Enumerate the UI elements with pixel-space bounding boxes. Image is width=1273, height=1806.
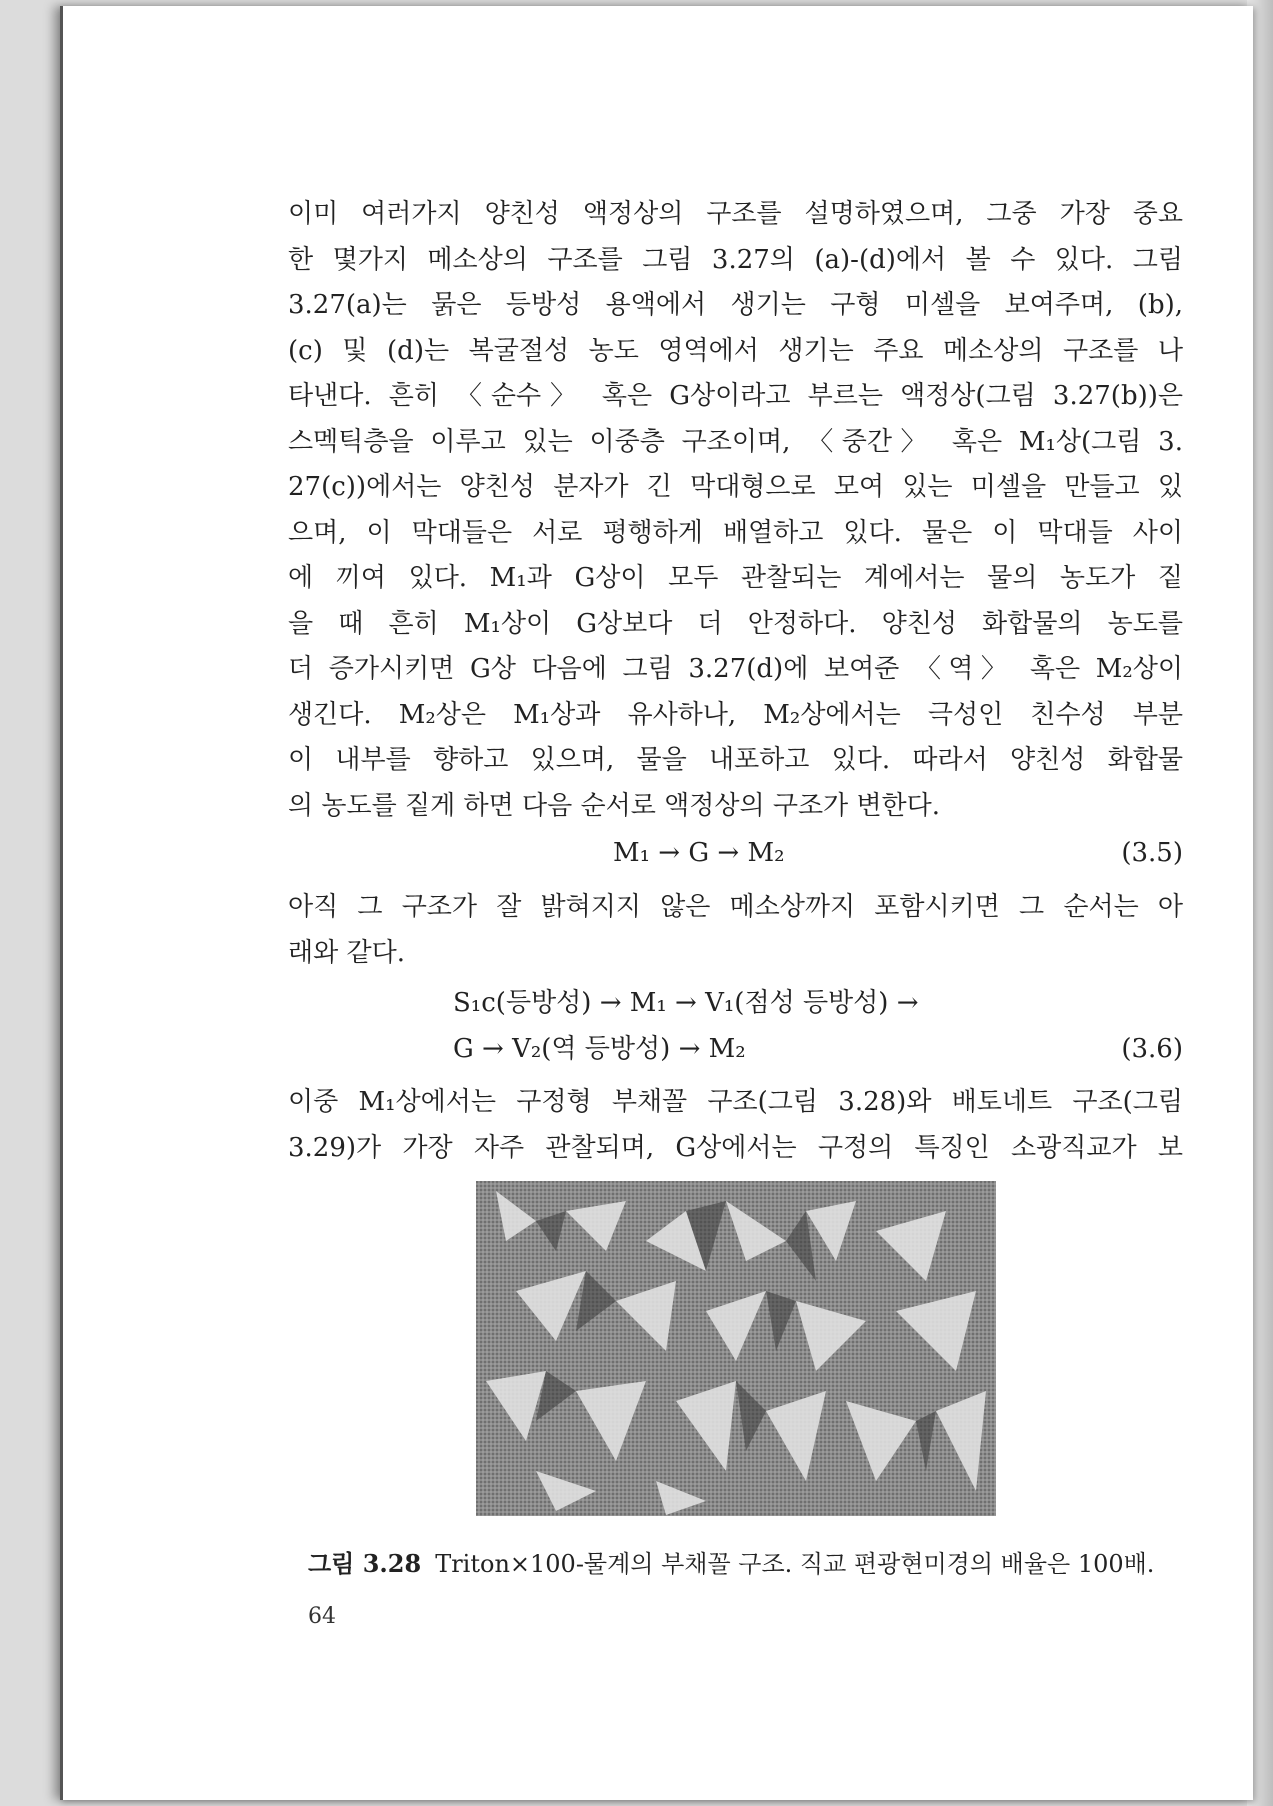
- paragraph-1: [288, 192, 1183, 829]
- book-page: [60, 6, 1253, 1800]
- page-content: [288, 192, 1183, 1171]
- equation-number: (3.5): [1121, 838, 1183, 868]
- equation-3-6: [288, 980, 1183, 1072]
- text-line: 스멕틱층을 이루고 있는 이중층 구조이며, 〈중간〉 혹은 M₁상(그림 3.: [288, 426, 1183, 457]
- text-line: 생긴다. M₂상은 M₁상과 유사하나, M₂상에서는 극성인 친수성 부분: [288, 699, 1183, 730]
- text-line: 27(c))에서는 양친성 분자가 긴 막대형으로 모여 있는 미셀을 만들고 있: [288, 472, 1183, 502]
- page-number: 64: [308, 1604, 336, 1629]
- figure-micrograph: [476, 1181, 996, 1516]
- text-line: 이미 여러가지 양친성 액정상의 구조를 설명하였으며, 그중 가장 중요: [288, 199, 1183, 229]
- text-line: 3.27(a)는 묽은 등방성 용액에서 생기는 구형 미셀을 보여주며, (b),: [288, 290, 1183, 320]
- text-line: 으며, 이 막대들은 서로 평행하게 배열하고 있다. 물은 이 막대들 사이: [288, 517, 1183, 548]
- text-line: 을 때 흔히 M₁상이 G상보다 더 안정하다. 양친성 화합물의 농도를: [288, 608, 1183, 639]
- figure-caption-text: Triton×100-물계의 부채꼴 구조. 직교 편광현미경의 배율은 100배.: [435, 1550, 1155, 1578]
- text-line: 의 농도를 짙게 하면 다음 순서로 액정상의 구조가 변한다.: [288, 790, 941, 821]
- equation-line: G → V₂(역 등방성) → M₂: [453, 1034, 746, 1064]
- paragraph-2: [288, 885, 1183, 976]
- equation-expression: M₁ → G → M₂: [613, 838, 785, 868]
- text-line: 이중 M₁상에서는 구정형 부채꼴 구조(그림 3.28)와 배토네트 구조(그림: [288, 1087, 1183, 1117]
- equation-line: S₁c(등방성) → M₁ → V₁(점성 등방성) →: [453, 988, 919, 1018]
- text-line: 타낸다. 흔히 〈순수〉 혹은 G상이라고 부르는 액정상(그림 3.27(b))은: [288, 381, 1183, 411]
- paragraph-3: [288, 1080, 1183, 1171]
- text-line: 에 끼여 있다. M₁과 G상이 모두 관찰되는 계에서는 물의 농도가 짙: [288, 563, 1183, 593]
- text-line: 래와 같다.: [288, 937, 405, 968]
- figure-label: 그림 3.28: [308, 1549, 422, 1578]
- text-line: 한 몇가지 메소상의 구조를 그림 3.27의 (a)-(d)에서 볼 수 있다. 그림: [288, 244, 1183, 275]
- text-line: 이 내부를 향하고 있으며, 물을 내포하고 있다. 따라서 양친성 화합물: [288, 745, 1183, 775]
- text-line: 더 증가시키면 G상 다음에 그림 3.27(d)에 보여준 〈역〉 혹은 M₂상이: [288, 654, 1183, 684]
- text-line: (c) 및 (d)는 복굴절성 농도 영역에서 생기는 주요 메소상의 구조를 나: [288, 335, 1183, 366]
- equation-3-5: [288, 829, 1183, 877]
- text-line: 아직 그 구조가 잘 밝혀지지 않은 메소상까지 포함시키면 그 순서는 아: [288, 892, 1183, 922]
- text-line: 3.29)가 가장 자주 관찰되며, G상에서는 구정의 특징인 소광직교가 보: [288, 1132, 1183, 1163]
- equation-number: (3.6): [1121, 1034, 1183, 1064]
- figure-caption: [308, 1544, 1188, 1579]
